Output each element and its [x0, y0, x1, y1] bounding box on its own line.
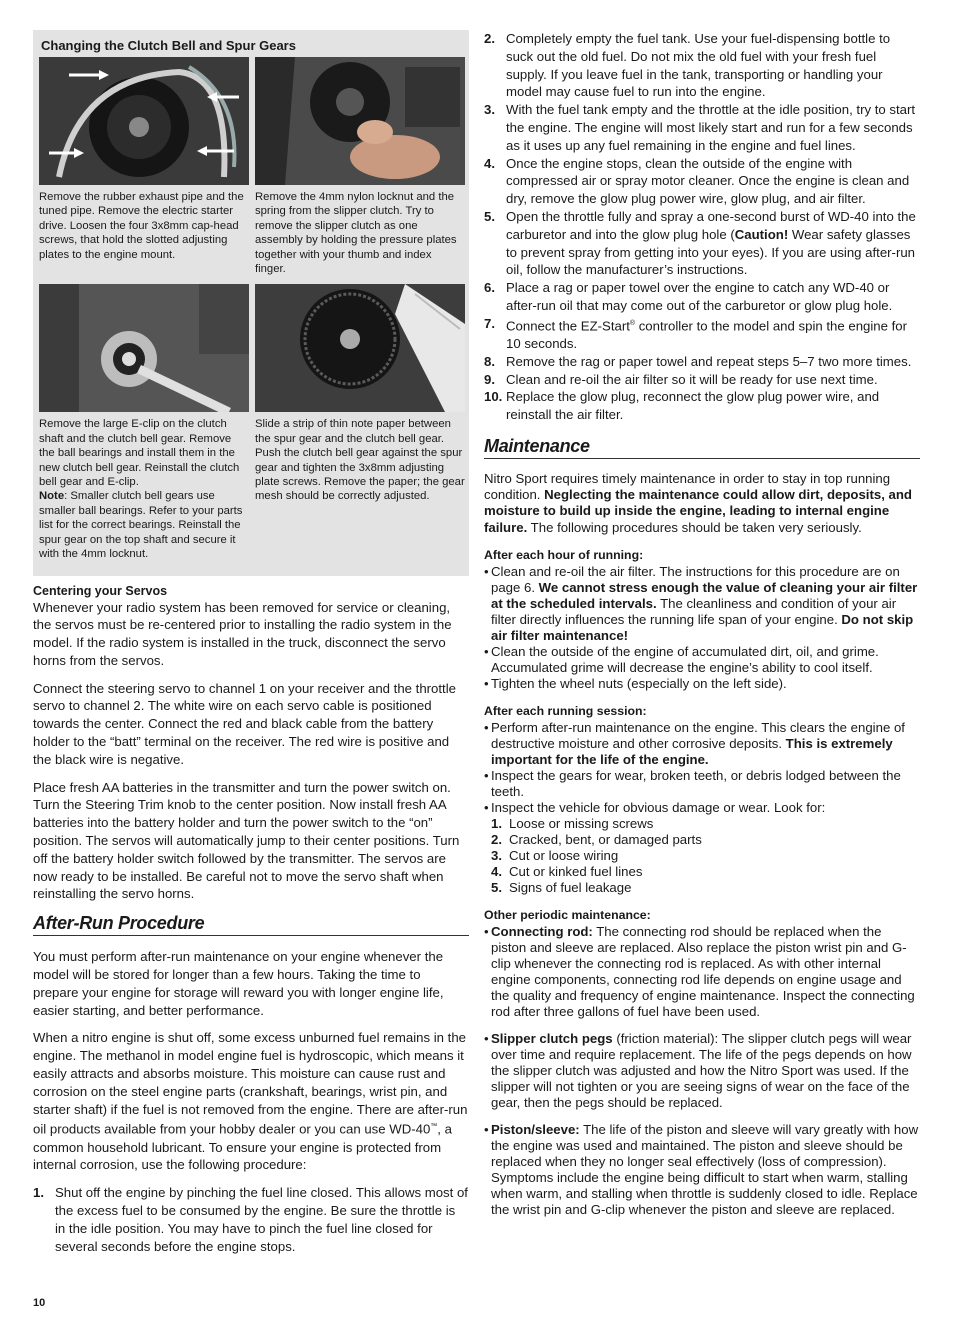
after-run-step: 5. Open the throttle fully and spray a one-second burst of WD-40 into the carburetor and into the glow plug hole (Caution! Wear safety glasses to prevent spray from getting into your eyes). If you are using after-run oil, follow the manufacturer’s instructions.: [484, 208, 916, 278]
caption-2: Remove the 4mm nylon locknut and the spring from the slipper clutch. Try to remove the slipper clutch as one assembly by holding the pressure plates together with your thumb and index finger.: [255, 191, 457, 276]
hour-bullet: • Tighten the wheel nuts (especially on the left side).: [484, 675, 787, 691]
look-for-item: 3. Cut or loose wiring: [491, 847, 619, 863]
caption-3: Remove the large E-clip on the clutch shaft and the clutch bell gear. Remove the ball bearings and install them in the new clutch bell gear. Reinstall the clutch bell gear and E-clip. Note: Smaller clutch bell gears use smaller ball bearings. Refer to your parts list for the correct bearings. Reinstall the spur gear on the top shaft and secure it with the 4mm locknut.: [39, 418, 243, 561]
look-for-item: 1. Loose or missing screws: [491, 815, 654, 831]
maintenance-heading: Maintenance: [484, 436, 920, 459]
after-run-paragraph-1: You must perform after-run maintenance on your engine whenever the model will be stored for longer than a few hours. Taking the time to prepare your engine for storage will reward you with longer engine life, easier starting, and better performance.: [33, 949, 444, 1018]
after-run-step: 3. With the fuel tank empty and the throttle at the idle position, try to start the engine. The engine will most likely start and run for a few seconds as it uses up any fuel remaining in the engine and fuel lines.: [484, 102, 916, 153]
after-run-step: 6. Place a rag or paper towel over the engine to catch any WD-40 or after-run oil that may come out of the carburetor or glow plug hole.: [484, 280, 893, 313]
session-bullet: • Inspect the vehicle for obvious damage or wear. Look for:: [484, 799, 826, 815]
photo-row-1: [39, 57, 465, 284]
clutch-bell-gray-box: [33, 30, 469, 576]
centering-heading: Centering your Servos: [33, 583, 168, 598]
maintenance-intro: Nitro Sport requires timely maintenance in order to stay in top running condition. Neglecting the maintenance could allow dirt, deposits, and moisture to build up inside the engine, leading to internal engine failure. The following procedures should be taken very seriously.: [484, 470, 912, 535]
session-bullet: • Perform after-run maintenance on the engine. This clears the engine of destructive moisture and other corrosive deposits. This is extremely important for the life of the engine.: [484, 719, 905, 767]
look-for-list: [491, 816, 920, 896]
centering-paragraph-1: Whenever your radio system has been removed for service or cleaning, the servos must be re-centered prior to installing the radio system in the model. If the radio system is installed in the truck, disconnect the servo horns from the servos.: [33, 599, 452, 668]
hour-bullet: • Clean the outside of the engine of accumulated dirt, oil, and grime. Accumulated grime will decrease the engine’s ability to cool itself.: [484, 643, 879, 675]
after-run-steps-right: [484, 30, 920, 424]
look-for-item: 2. Cracked, bent, or damaged parts: [491, 831, 702, 847]
after-hour-heading: After each hour of running:: [484, 547, 644, 562]
engine-mount-photo: [39, 57, 249, 185]
after-run-paragraph-2: When a nitro engine is shut off, some excess unburned fuel remains in the engine. The methanol in model engine fuel is hydroscopic, which means it easily attracts and absorbs moisture. This moisture can cause rust and corrosion on the steel engine parts (crankshaft, bearings, wrist pin, and starter shaft) if the fuel is not removed from the engine. There are after-run oil products available from your hobby dealer or you can use WD-40™, a common household lubricant. To ensure your engine is protected from internal corrosion, use the following procedure:: [33, 1030, 468, 1173]
after-run-step: 1. Shut off the engine by pinching the fuel line closed. This allows most of the excess fuel to be consumed by the engine. Be sure the throttle is in the idle position. You may have to pinch the fuel line closed for several seconds before the engine stops.: [33, 1185, 468, 1254]
spur-gear-photo: [255, 284, 465, 412]
session-bullet: • Inspect the gears for wear, broken teeth, or debris lodged between the teeth.: [484, 767, 901, 799]
centering-paragraph-2: Connect the steering servo to channel 1 on your receiver and the throttle servo to channel 2. The white wire on each servo cable is positioned towards the center. Connect the red and black cable from the battery holder to the “batt” terminal on the receiver. The red wire is positive and the black wire is negative.: [33, 680, 456, 767]
piston-sleeve-bullet: • Piston/sleeve: The life of the piston and sleeve will vary greatly with how the engine was used and maintained. The piston and sleeve should be replaced when they no longer seal effectively (loss of compression). Symptoms include the engine being difficult to start when warm, stalling when warm, and stalling when throttle is suddenly closed to idle. Replace the wrist pin and G-clip whenever the piston and sleeve are replaced.: [484, 1121, 919, 1217]
caption-1: Remove the rubber exhaust pipe and the tuned pipe. Remove the electric starter drive. Loosen the four 3x8mm cap-head screws, that hold the slotted adjusting plates to the engine mount.: [39, 191, 244, 261]
after-run-step: 10. Replace the glow plug, reconnect the glow plug power wire, and reinstall the air filter.: [484, 389, 880, 423]
page-number: 10: [33, 1297, 46, 1309]
after-run-step: 4. Once the engine stops, clean the outside of the engine with compressed air or spray motor cleaner. Once the engine is clean and dry, remove the glow plug power wire, glow plug, and air filter.: [484, 155, 910, 207]
hour-bullet: • Clean and re-oil the air filter. The instructions for this procedure are on page 6. We cannot stress enough the value of cleaning your air filter at the scheduled intervals. The cleanliness and condition of your air filter directly influences the running life span of your engine. Do not skip air filter maintenance!: [484, 563, 918, 643]
caption-4: Slide a strip of thin note paper between the spur gear and the clutch bell gear. Push the clutch bell gear against the spur gear and tighten the 3x8mm adjusting plate screws. Remove the paper; the gear mesh should be correctly adjusted.: [255, 418, 465, 503]
gray-box-title: Changing the Clutch Bell and Spur Gears: [41, 38, 296, 53]
after-run-step: 7. Connect the EZ-Start® controller to the model and spin the engine for 10 seconds.: [484, 315, 908, 351]
slipper-clutch-photo: [255, 57, 465, 185]
clutch-shaft-photo: [39, 284, 249, 412]
after-session-heading: After each running session:: [484, 703, 647, 718]
look-for-item: 4. Cut or kinked fuel lines: [491, 863, 643, 879]
after-run-step: 9. Clean and re-oil the air filter so it will be ready for use next time.: [484, 371, 878, 387]
left-column: [33, 30, 469, 1255]
right-column: [484, 30, 920, 1218]
look-for-item: 5. Signs of fuel leakage: [491, 879, 632, 895]
after-run-step: 2. Completely empty the fuel tank. Use your fuel-dispensing bottle to suck out the old fuel. Do not mix the old fuel with your fresh fuel supply. If you leave fuel in the tank, transporting or handling your model may cause fuel to run into the engine.: [484, 31, 891, 100]
photo-row-2: [39, 284, 465, 569]
slipper-pegs-bullet: • Slipper clutch pegs (friction material): The slipper clutch pegs will wear over time and require replacement. The life of the pegs depends on how the slipper clutch was adjusted and how the Nitro Sport was used. If the slipper will not tighten or you are seeing signs of wear on the face of the gear, then the pegs should be replaced.: [484, 1030, 912, 1110]
other-maintenance-heading: Other periodic maintenance:: [484, 907, 651, 922]
connecting-rod-bullet: • Connecting rod: The connecting rod should be replaced when the piston and sleeve are replaced. Also replace the piston wrist pin and G-clip whenever the connecting rod is replaced. As with other internal engine components, connecting rod life depends on engine usage and the quality and frequency of engine maintenance. Inspect the connecting rod after three gallons of fuel have been used.: [484, 923, 915, 1019]
after-run-step: 8. Remove the rag or paper towel and repeat steps 5–7 two more times.: [484, 353, 912, 369]
after-run-steps-left: [33, 1184, 469, 1255]
after-run-heading: After-Run Procedure: [33, 913, 469, 936]
centering-paragraph-3: Place fresh AA batteries in the transmitter and turn the power switch on. Turn the Steering Trim knob to the center position. Now install fresh AA batteries into the battery holder and turn the power switch to the “on” position. The servos will automatically jump to their center positions. Turn off the battery holder switch followed by the transmitter. The servos are now ready to be installed. Be careful not to move the servo shaft when reinstalling the servo horns.: [33, 779, 460, 902]
